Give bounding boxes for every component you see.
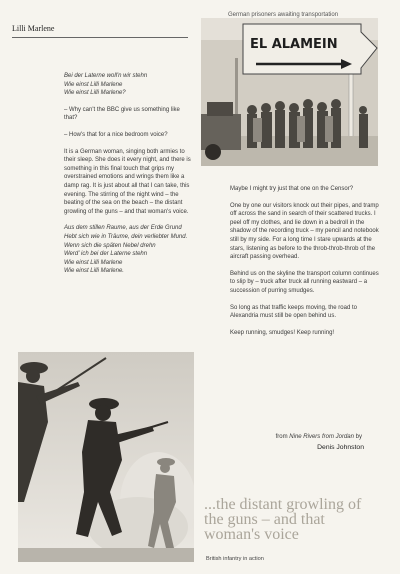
source-suffix: by: [353, 434, 362, 440]
source-citation: [242, 434, 362, 440]
verse-line: Wie einst Lilli Marlene: [64, 259, 123, 266]
section-title: Lilli Marlene: [12, 24, 55, 33]
photo-caption-prisoners: German prisoners awaiting transportation: [228, 12, 339, 18]
paragraph: – How's that for a nice bedroom voice?: [64, 131, 168, 138]
paragraph: – Why can't the BBC give us something like that?: [64, 106, 180, 122]
verse-line: Bei der Laterne woll'n wir stehn: [64, 73, 148, 79]
paragraph: Behind us on the skyline the transport column continues to slip by – truck after truck all running eastward – a succession of purring smudges.: [230, 270, 379, 294]
verse-line: Wenn sich die späten Nebel drehn: [64, 242, 156, 249]
verse-line: Wie einst Lilli Marlene?: [64, 90, 126, 97]
author-name: Denis Johnston: [317, 444, 364, 451]
verse-block-1: [64, 72, 194, 98]
photo-caption-infantry: British infantry in action: [206, 556, 264, 562]
header-rule: [12, 37, 188, 38]
verse-line: Werd' ich bei der Laterne stehn: [64, 251, 148, 258]
paragraph: It is a German woman, singing both armies to their sleep. She does it every night, and there is something in this final touch that grips my overstrained emotions and wrings them like a damp rag. It is just about all that I can take, this evening. The stirring of the night wind – the beating of the sea on the beach – the distant growling of the guns – and that woman's voice.: [64, 148, 191, 215]
right-text-column: [230, 185, 380, 345]
paragraph: So long as that traffic keeps moving, the road to Alexandria must still be open behind us.: [230, 304, 357, 320]
verse-block-2: [64, 224, 194, 276]
book-title: Nine Rivers from Jordan: [289, 434, 354, 440]
verse-line: Aus dem stillen Raume, aus der Erde Grund: [64, 225, 182, 232]
verse-line: Wie einst Lilli Marlene: [64, 81, 123, 88]
prisoners-photo: [201, 18, 378, 166]
infantry-photo: [18, 352, 194, 562]
verse-line: Wie einst Lilli Marlene.: [64, 268, 124, 275]
source-prefix: from: [275, 434, 290, 440]
paragraph: Keep running, smudges! Keep running!: [230, 329, 335, 336]
pull-quote: ...the distant growling of the guns – and that woman's voice: [204, 496, 362, 543]
sign-text: EL ALAMEIN: [250, 37, 338, 52]
paragraph: One by one our visitors knock out their pipes, and tramp off across the sand in search of their scattered trucks. I peel off my clothes, and lie down in a bedroll in the shadow of the recording truck – my pencil and notebook still by my side. For a long time I stare upwards at the stars, listening as before to the throb-throb-throb of the aircraft passing overhead.: [230, 202, 379, 261]
verse-line: Hebt sich wie in Träume, dein verliebter Mund.: [64, 233, 188, 240]
paragraph: Maybe I might try just that one on the Censor?: [230, 186, 354, 192]
left-text-column: [64, 72, 194, 284]
